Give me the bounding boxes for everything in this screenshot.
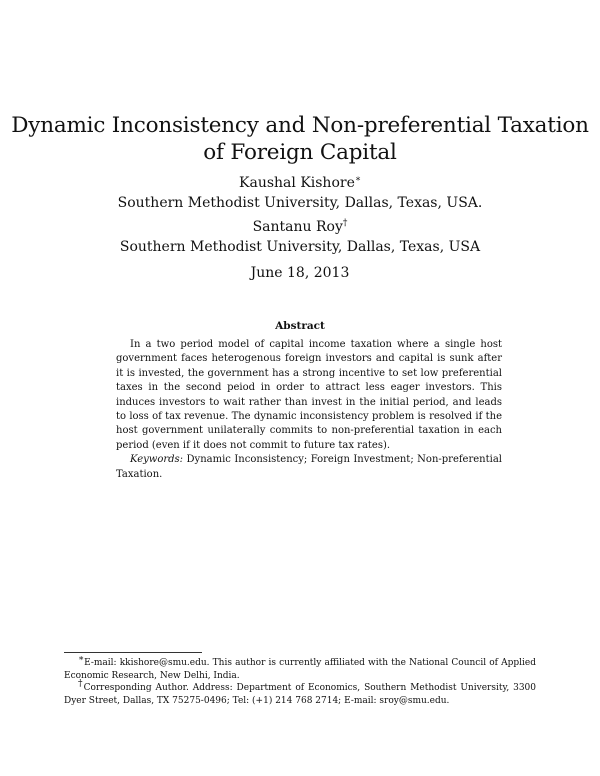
author-2-affiliation: Southern Methodist University, Dallas, Texas, USA — [119, 239, 481, 255]
keywords-line — [116, 453, 502, 482]
footnote-2-text: Corresponding Author. Address: Department of Economics, Southern Methodist University, 3300 Dyer Street, Dallas, TX 75275-0496; Tel: (+1) 214 768 2714; E-mail: sroy@smu.edu. — [64, 683, 537, 706]
author-2 — [0, 218, 600, 236]
abstract-body — [116, 338, 502, 482]
abstract-heading: Abstract — [275, 320, 325, 332]
author-2-footnote-mark: † — [342, 218, 348, 229]
paper-title — [0, 112, 600, 166]
author-1-footnote-mark: ∗ — [354, 174, 361, 185]
footnote-1-mark: ∗ — [78, 654, 85, 664]
footnote-1 — [64, 654, 536, 682]
author-1-affiliation: Southern Methodist University, Dallas, Texas, USA. — [117, 195, 483, 211]
author-1 — [0, 174, 600, 192]
abstract-text: In a two period model of capital income taxation where a single host government faces heterogenous foreign investors and capital is sunk after it is invested, the government has a strong incentive to set low preferential taxes in the second peiod in order to attract less eager investors. This induces investors to wait rather than invest in the initial period, and leads to loss of tax revenue. The dynamic inconsistency problem is resolved if the host government unilaterally commits to non-preferential taxation in each period (even if it does not commit to future tax rates). — [116, 339, 502, 451]
title-line-1: Dynamic Inconsistency and Non-preferential Taxation — [11, 113, 589, 138]
footnote-2 — [64, 679, 537, 707]
author-2-name: Santanu Roy — [252, 219, 343, 235]
footnote-1-text: E-mail: kkishore@smu.edu. This author is currently affiliated with the National Council of Applied Economic Research, New Delhi, India. — [64, 658, 536, 681]
footnote-2-mark: † — [78, 679, 84, 689]
title-line-2: of Foreign Capital — [203, 140, 397, 165]
keywords-text: Dynamic Inconsistency; Foreign Investment; Non-preferential Taxation. — [116, 454, 502, 480]
footnotes — [64, 654, 537, 707]
keywords-label: Keywords: — [130, 454, 184, 466]
paper-date: June 18, 2013 — [250, 265, 350, 281]
footnote-rule — [64, 652, 202, 653]
author-1-name: Kaushal Kishore — [239, 175, 355, 191]
